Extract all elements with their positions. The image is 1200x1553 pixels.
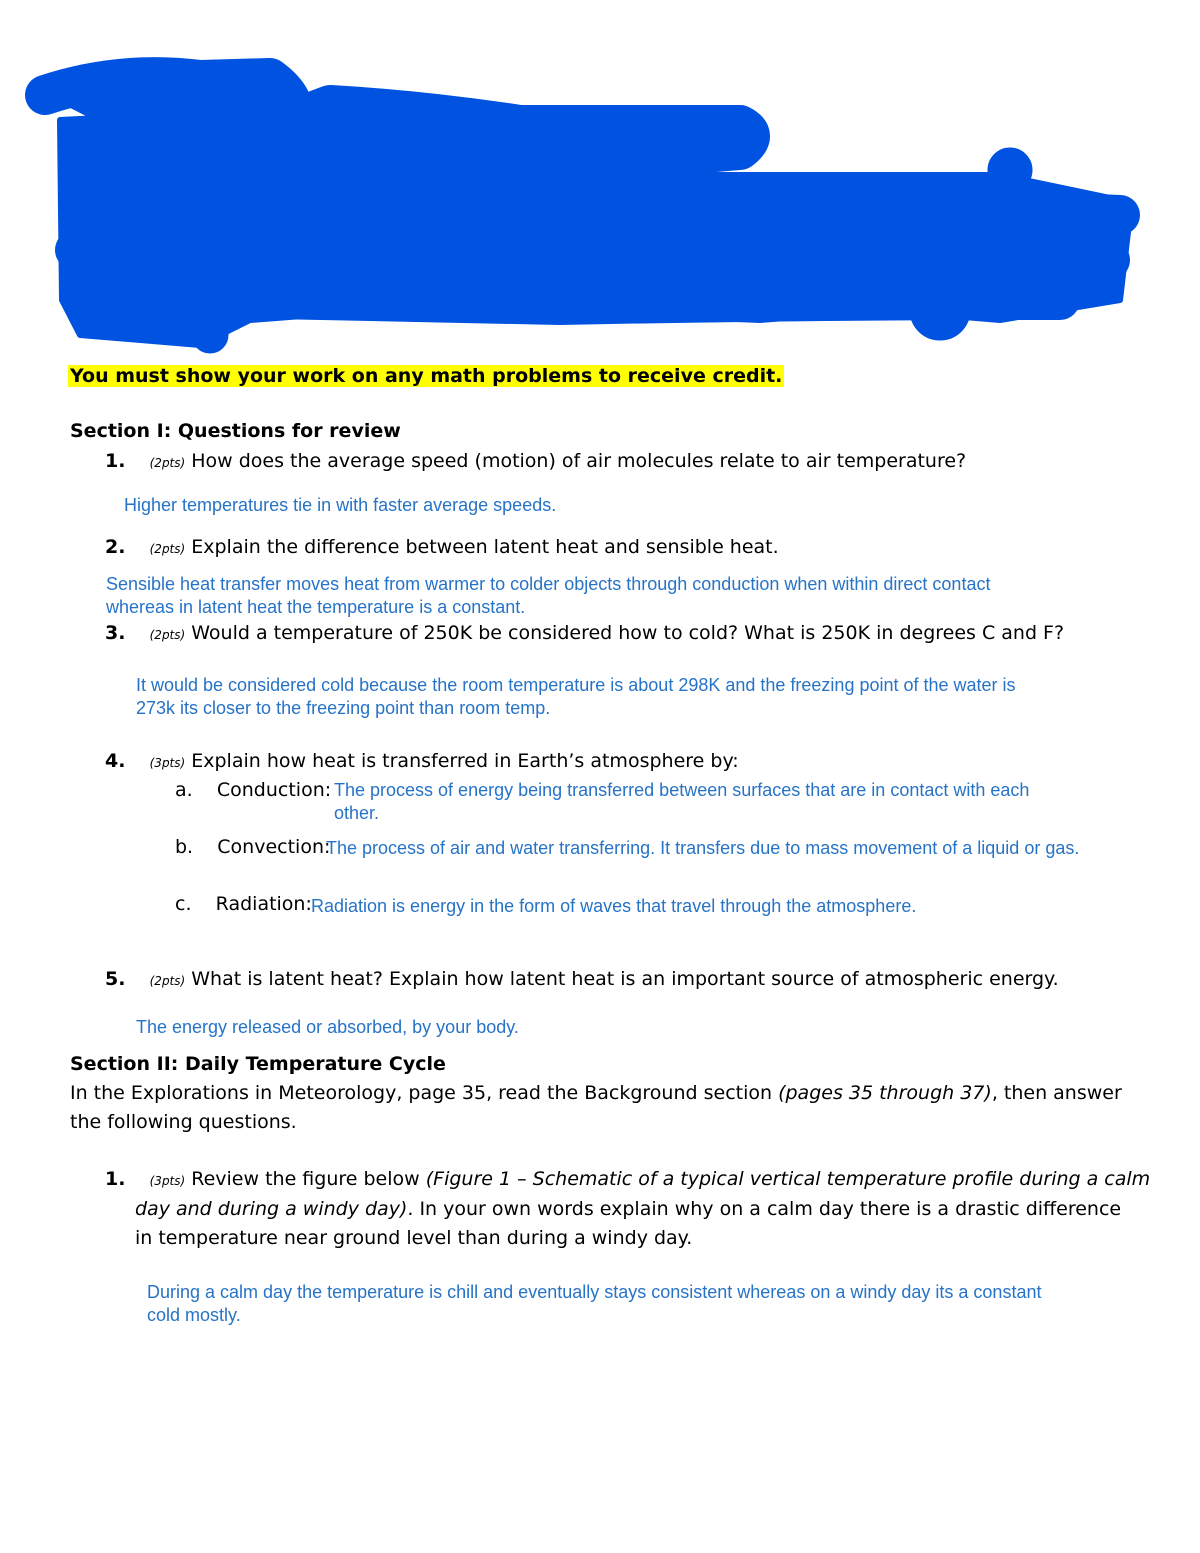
- points-label: (3pts): [149, 1174, 186, 1188]
- answer-2-line-2: whereas in latent heat the temperature is a constant.: [106, 597, 526, 617]
- points-label: (2pts): [149, 542, 186, 556]
- question-5: [105, 967, 1059, 993]
- answer-2-line-1: Sensible heat transfer moves heat from warmer to colder objects through conduction when within direct contact: [106, 574, 991, 594]
- answer-4a-line-2: other.: [334, 803, 380, 823]
- item-letter: b.: [175, 836, 194, 858]
- item-letter: c.: [175, 893, 192, 915]
- q4-item-b: [175, 835, 330, 859]
- item-label: Conduction:: [216, 779, 332, 801]
- item-label: Radiation:: [215, 893, 312, 915]
- section-2-intro-line-1: [70, 1081, 1122, 1105]
- figure-caption: (Figure 1 – Schematic of a typical vertical temperature profile during a calm: [425, 1168, 1151, 1190]
- q4-item-c: [175, 892, 312, 916]
- section-2-question-1-line-3: in temperature near ground level than during a windy day.: [135, 1227, 693, 1249]
- question-text: Explain how heat is transferred in Earth’s atmosphere by:: [191, 750, 739, 772]
- warning-note: [68, 364, 784, 388]
- answer-3-line-2: 273k its closer to the freezing point than room temp.: [136, 698, 551, 718]
- warning-text: You must show your work on any math problems to receive credit.: [70, 365, 783, 387]
- intro-text: In the Explorations in Meteorology, page 35, read the Background section: [70, 1082, 779, 1104]
- question-number: 3.: [105, 622, 126, 644]
- points-label: (3pts): [149, 756, 186, 770]
- answer-1: Higher temperatures tie in with faster average speeds.: [124, 495, 557, 515]
- question-2: [105, 535, 779, 561]
- points-label: (2pts): [149, 628, 186, 642]
- answer-s2-q1-line-2: cold mostly.: [147, 1305, 241, 1325]
- section-2-intro-line-2: the following questions.: [70, 1111, 297, 1133]
- figure-caption-end: day and during a windy day): [135, 1198, 408, 1220]
- answer-4a-line-1: The process of energy being transferred between surfaces that are in contact with each: [334, 780, 1030, 800]
- answer-4b: The process of air and water transferring. It transfers due to mass movement of a liquid or gas.: [326, 838, 1080, 858]
- question-3: [105, 621, 1064, 647]
- question-number: 4.: [105, 750, 126, 772]
- section-2-title: Section II: Daily Temperature Cycle: [70, 1053, 446, 1075]
- question-number: 2.: [105, 536, 126, 558]
- item-label: Convection:: [217, 836, 331, 858]
- question-text: How does the average speed (motion) of air molecules relate to air temperature?: [191, 450, 967, 472]
- intro-text-end: , then answer: [991, 1082, 1122, 1104]
- answer-5: The energy released or absorbed, by your body.: [136, 1017, 519, 1037]
- question-text: Review the figure below: [191, 1168, 426, 1190]
- question-number: 5.: [105, 968, 126, 990]
- question-4: [105, 749, 739, 775]
- points-label: (2pts): [149, 974, 186, 988]
- points-label: (2pts): [149, 456, 186, 470]
- question-1: [105, 449, 966, 475]
- redaction-scribble: [0, 0, 1200, 370]
- answer-3-line-1: It would be considered cold because the room temperature is about 298K and the freezing point of the water is: [136, 675, 1016, 695]
- question-number: 1.: [105, 450, 126, 472]
- section-2-question-1-line-2: [135, 1197, 1121, 1221]
- question-text: Explain the difference between latent heat and sensible heat.: [191, 536, 779, 558]
- section-2-question-1: [105, 1167, 1150, 1193]
- intro-pages: (pages 35 through 37): [778, 1082, 992, 1104]
- answer-4c: Radiation is energy in the form of waves that travel through the atmosphere.: [311, 896, 917, 916]
- question-number: 1.: [105, 1168, 126, 1190]
- q4-item-a: [175, 778, 331, 802]
- section-1-title: Section I: Questions for review: [70, 420, 401, 442]
- question-text: What is latent heat? Explain how latent heat is an important source of atmospheric energy.: [191, 968, 1059, 990]
- answer-s2-q1-line-1: During a calm day the temperature is chill and eventually stays consistent whereas on a windy day its a constant: [147, 1282, 1042, 1302]
- item-letter: a.: [175, 779, 193, 801]
- question-text-cont: . In your own words explain why on a calm day there is a drastic difference: [407, 1198, 1122, 1220]
- question-text: Would a temperature of 250K be considered how to cold? What is 250K in degrees C and F?: [191, 622, 1065, 644]
